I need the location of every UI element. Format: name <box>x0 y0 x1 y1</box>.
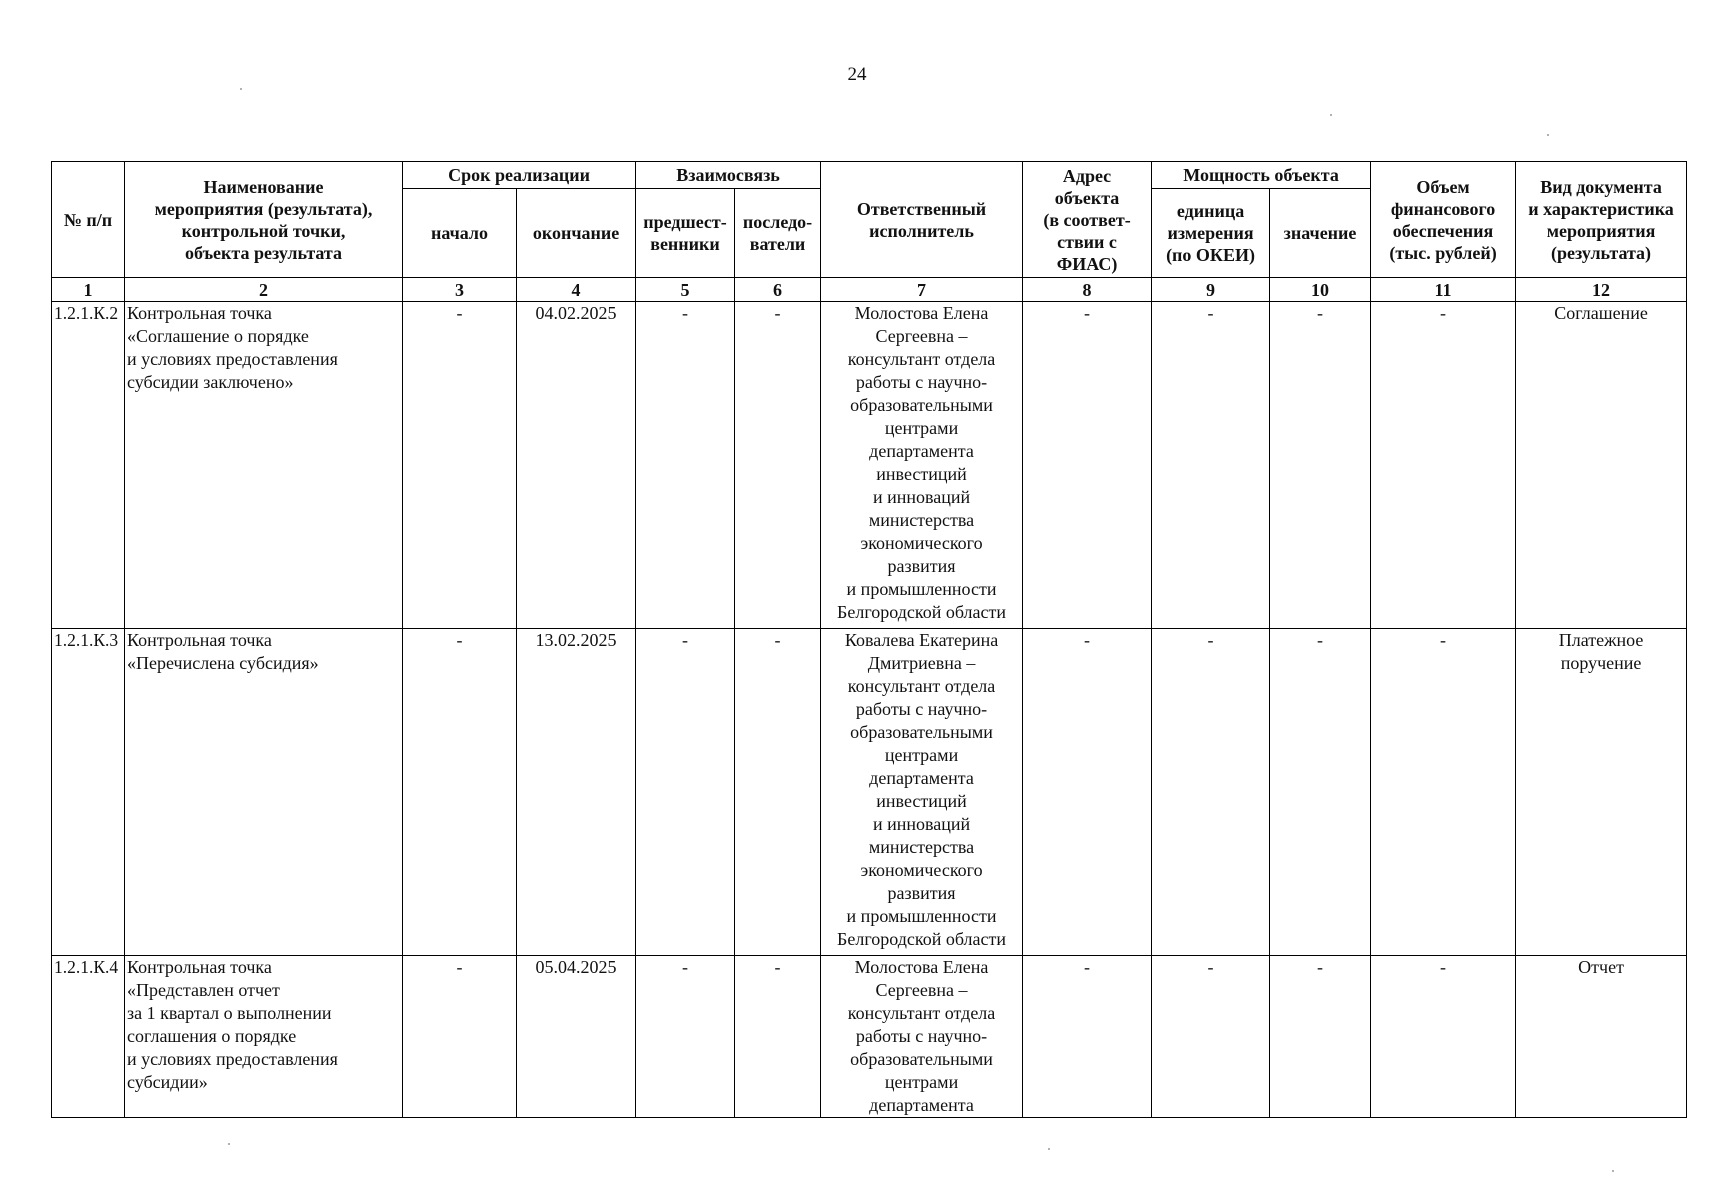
header-address: Адрес объекта (в соответ- ствии с ФИАС) <box>1023 162 1152 278</box>
cell-doc: Платежное поручение <box>1516 629 1687 956</box>
cell-finance: - <box>1371 956 1516 1118</box>
header-row-1 <box>52 162 1687 189</box>
column-number: 10 <box>1270 278 1371 302</box>
table-header <box>52 162 1687 302</box>
cell-unit: - <box>1152 956 1270 1118</box>
cell-start: - <box>403 302 517 629</box>
cell-prev: - <box>636 956 735 1118</box>
column-number: 6 <box>735 278 821 302</box>
column-number: 5 <box>636 278 735 302</box>
cell-finance: - <box>1371 302 1516 629</box>
header-finance: Объем финансового обеспечения (тыс. рублей) <box>1371 162 1516 278</box>
column-number: 11 <box>1371 278 1516 302</box>
table-row <box>52 956 1687 1118</box>
column-number: 1 <box>52 278 125 302</box>
cell-unit: - <box>1152 629 1270 956</box>
cell-doc: Соглашение <box>1516 302 1687 629</box>
cell-responsible: Ковалева Екатерина Дмитриевна – консультант отдела работы с научно- образовательными центрами департамента инвестиций и инноваций министерства экономического развития и промышленности Белгородской области <box>821 629 1023 956</box>
cell-next: - <box>735 302 821 629</box>
header-period-end: окончание <box>517 189 636 278</box>
cell-address: - <box>1023 302 1152 629</box>
scan-speck <box>1048 1148 1050 1150</box>
scan-speck <box>240 88 242 90</box>
header-capacity: Мощность объекта <box>1152 162 1371 189</box>
cell-value: - <box>1270 302 1371 629</box>
cell-id: 1.2.1.К.3 <box>52 629 125 956</box>
column-number-row <box>52 278 1687 302</box>
cell-finance: - <box>1371 629 1516 956</box>
cell-end: 04.02.2025 <box>517 302 636 629</box>
column-number: 2 <box>125 278 403 302</box>
column-number: 9 <box>1152 278 1270 302</box>
cell-name: Контрольная точка «Перечислена субсидия» <box>125 629 403 956</box>
scan-speck <box>1612 1170 1614 1172</box>
header-period-start: начало <box>403 189 517 278</box>
scan-speck <box>228 1143 230 1145</box>
cell-name: Контрольная точка «Соглашение о порядке и условиях предоставления субсидии заключено» <box>125 302 403 629</box>
cell-address: - <box>1023 629 1152 956</box>
table-body <box>52 302 1687 1118</box>
column-number: 7 <box>821 278 1023 302</box>
plan-table <box>51 161 1687 1118</box>
header-link: Взаимосвязь <box>636 162 821 189</box>
page-number: 24 <box>847 64 867 85</box>
cell-next: - <box>735 629 821 956</box>
cell-doc: Отчет <box>1516 956 1687 1118</box>
column-number: 4 <box>517 278 636 302</box>
cell-end: 13.02.2025 <box>517 629 636 956</box>
table-row <box>52 302 1687 629</box>
cell-name: Контрольная точка «Представлен отчет за 1 квартал о выполнении соглашения о порядке и условиях предоставления субсидии» <box>125 956 403 1118</box>
cell-id: 1.2.1.К.4 <box>52 956 125 1118</box>
cell-next: - <box>735 956 821 1118</box>
cell-value: - <box>1270 956 1371 1118</box>
cell-unit: - <box>1152 302 1270 629</box>
cell-prev: - <box>636 302 735 629</box>
cell-responsible: Молостова Елена Сергеевна – консультант отдела работы с научно- образовательными центрами департамента инвестиций и инноваций министерства экономического развития и промышленности Белгородской области <box>821 302 1023 629</box>
header-capacity-unit: единица измерения (по ОКЕИ) <box>1152 189 1270 278</box>
header-link-next: последо- ватели <box>735 189 821 278</box>
scan-speck <box>1547 134 1549 136</box>
cell-prev: - <box>636 629 735 956</box>
cell-start: - <box>403 956 517 1118</box>
header-name: Наименование мероприятия (результата), контрольной точки, объекта результата <box>125 162 403 278</box>
cell-start: - <box>403 629 517 956</box>
cell-responsible: Молостова Елена Сергеевна – консультант отдела работы с научно- образовательными центрами департамента <box>821 956 1023 1118</box>
cell-value: - <box>1270 629 1371 956</box>
header-period: Срок реализации <box>403 162 636 189</box>
header-no: № п/п <box>52 162 125 278</box>
column-number: 8 <box>1023 278 1152 302</box>
column-number: 12 <box>1516 278 1687 302</box>
cell-id: 1.2.1.К.2 <box>52 302 125 629</box>
header-responsible: Ответственный исполнитель <box>821 162 1023 278</box>
header-doc-type: Вид документа и характеристика мероприятия (результата) <box>1516 162 1687 278</box>
scan-speck <box>1330 114 1332 116</box>
column-number: 3 <box>403 278 517 302</box>
table-row <box>52 629 1687 956</box>
cell-end: 05.04.2025 <box>517 956 636 1118</box>
header-link-prev: предшест- венники <box>636 189 735 278</box>
header-capacity-value: значение <box>1270 189 1371 278</box>
cell-address: - <box>1023 956 1152 1118</box>
